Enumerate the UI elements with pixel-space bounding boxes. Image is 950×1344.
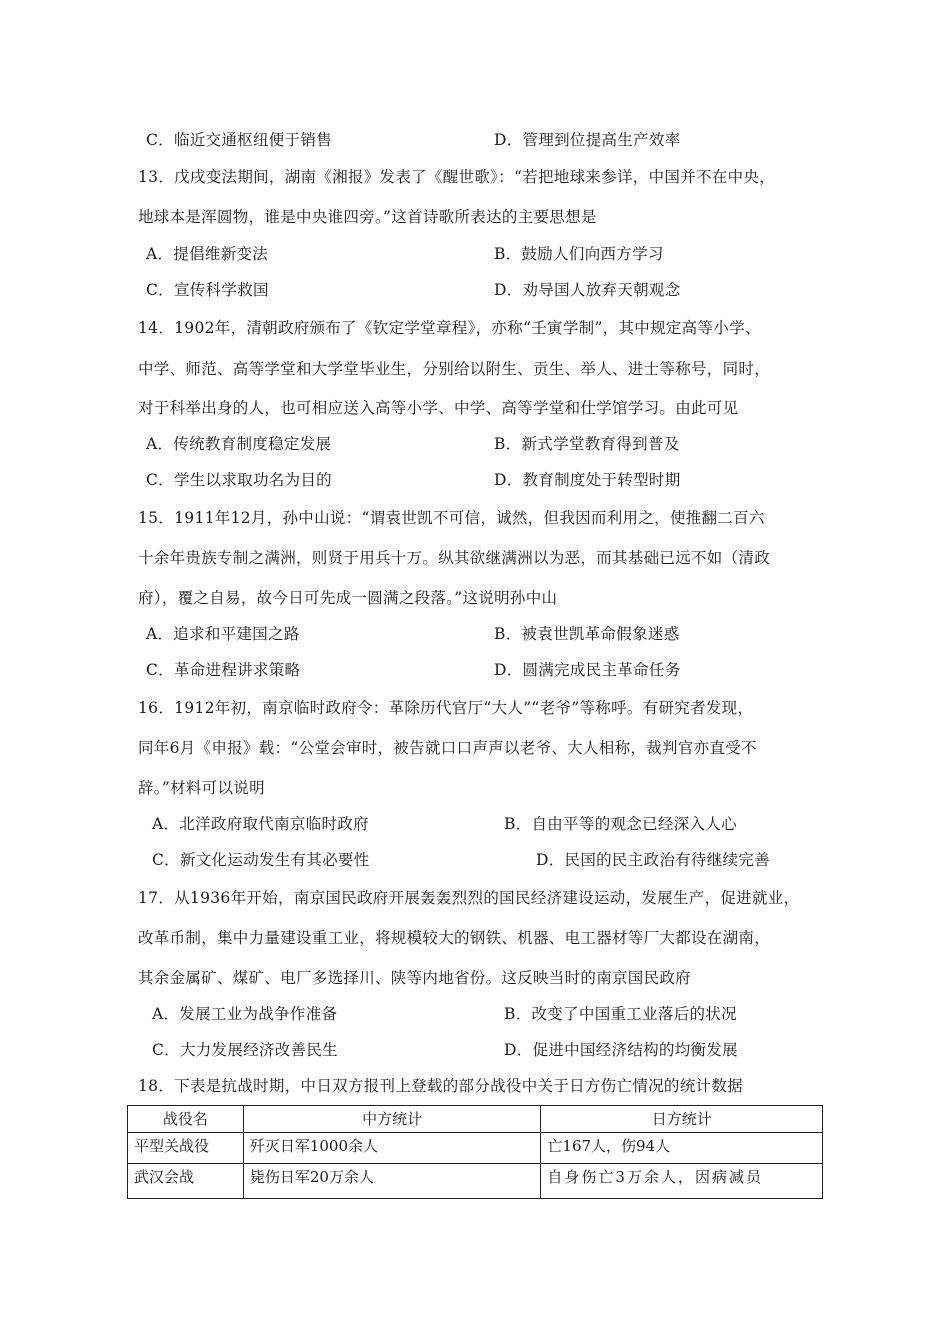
table-cell: 平型关战役: [128, 1133, 244, 1164]
q13-option-b: B．鼓励人们向西方学习: [494, 245, 664, 263]
q15-stem-line-2: 十余年贵族专制之满洲，则贤于用兵十万。纵其欲继满洲以为恶，而其基础已远不如（清政: [138, 549, 771, 567]
q15-option-a: A．追求和平建国之路: [146, 625, 300, 643]
q17-option-d: D．促进中国经济结构的均衡发展: [504, 1041, 738, 1059]
q14-option-d: D．教育制度处于转型时期: [494, 471, 681, 489]
q17-stem-line-3: 其余金属矿、煤矿、电厂多选择川、陕等内地省份。这反映当时的南京国民政府: [138, 969, 692, 987]
q13-option-c: C．宣传科学救国: [146, 281, 269, 299]
q14-option-b: B．新式学堂教育得到普及: [494, 435, 680, 453]
q12-option-c: C．临近交通枢纽便于销售: [146, 131, 332, 149]
q15-stem-line-1: 15．1911年12月，孙中山说：“谓袁世凯不可信，诚然，但我因而利用之，使推翻二百六: [138, 509, 765, 527]
table-header-cell: 中方统计: [243, 1106, 541, 1133]
q15-option-d: D．圆满完成民主革命任务: [494, 661, 681, 679]
q14-stem-line-1: 14．1902年，清朝政府颁布了《钦定学堂章程》，亦称“壬寅学制”，其中规定高等小学、: [138, 319, 761, 337]
q16-option-c: C．新文化运动发生有其必要性: [152, 851, 370, 869]
q15-option-b: B．被袁世凯革命假象迷惑: [494, 625, 680, 643]
q17-stem-line-2: 改革币制，集中力量建设重工业，将规模较大的钢铁、机器、电工器材等厂大都设在湖南，: [138, 929, 771, 947]
q13-option-a: A．提倡维新变法: [146, 245, 269, 263]
q17-option-a: A．发展工业为战争作准备: [152, 1005, 338, 1023]
table-cell: 自身伤亡3万余人，因病减员: [541, 1164, 823, 1199]
q13-stem-line-2: 地球本是浑圆物，谁是中央谁四旁。”这首诗歌所表达的主要思想是: [138, 208, 597, 226]
table-cell: 毙伤日军20万余人: [243, 1164, 541, 1199]
table-row: [128, 1164, 823, 1199]
q17-option-b: B．改变了中国重工业落后的状况: [504, 1005, 737, 1023]
q17-option-c: C．大力发展经济改善民生: [152, 1041, 338, 1059]
table-header-cell: 战役名: [128, 1106, 244, 1133]
q15-option-c: C．革命进程讲求策略: [146, 661, 301, 679]
casualty-stats-table: [127, 1105, 823, 1199]
q16-option-a: A．北洋政府取代南京临时政府: [152, 815, 369, 833]
q16-stem-line-3: 辞。”材料可以说明: [138, 779, 265, 797]
q13-option-d: D．劝导国人放弃天朝观念: [494, 281, 681, 299]
table-header-row: [128, 1106, 823, 1133]
q17-stem-line-1: 17．从1936年开始，南京国民政府开展轰轰烈烈的国民经济建设运动，发展生产，促进就业，: [138, 889, 800, 907]
table-header-cell: 日方统计: [541, 1106, 823, 1133]
q15-stem-line-3: 府），覆之自易，故今日可先成一圆满之段落。”这说明孙中山: [138, 589, 558, 607]
q14-stem-line-2: 中学、师范、高等学堂和大学堂毕业生，分别给以附生、贡生、举人、进士等称号，同时，: [138, 360, 771, 378]
table-cell: 歼灭日军1000余人: [243, 1133, 541, 1164]
q13-stem-line-1: 13．戊戌变法期间，湖南《湘报》发表了《醒世歌》：“若把地球来参详，中国并不在中央，: [138, 168, 775, 186]
table-cell: 武汉会战: [128, 1164, 244, 1199]
q14-option-c: C．学生以求取功名为目的: [146, 471, 332, 489]
q16-stem-line-2: 同年6月《申报》载：“公堂会审时，被告就口口声声以老爷、大人相称，裁判官亦直受不: [138, 739, 757, 757]
q16-stem-line-1: 16．1912年初，南京临时政府令：革除历代官厅“大人”“老爷”等称呼。有研究者发现，: [138, 699, 754, 717]
q14-option-a: A．传统教育制度稳定发展: [146, 435, 332, 453]
table-cell: 亡167人，伤94人: [541, 1133, 823, 1164]
table-row: [128, 1133, 823, 1164]
q16-option-d: D．民国的民主政治有待继续完善: [536, 851, 770, 869]
q12-option-d: D．管理到位提高生产效率: [494, 131, 681, 149]
q18-stem-line: 18．下表是抗战时期，中日双方报刊上登载的部分战役中关于日方伤亡情况的统计数据: [138, 1077, 743, 1095]
q14-stem-line-3: 对于科举出身的人，也可相应送入高等小学、中学、高等学堂和仕学馆学习。由此可见: [138, 399, 739, 417]
q16-option-b: B．自由平等的观念已经深入人心: [504, 815, 737, 833]
